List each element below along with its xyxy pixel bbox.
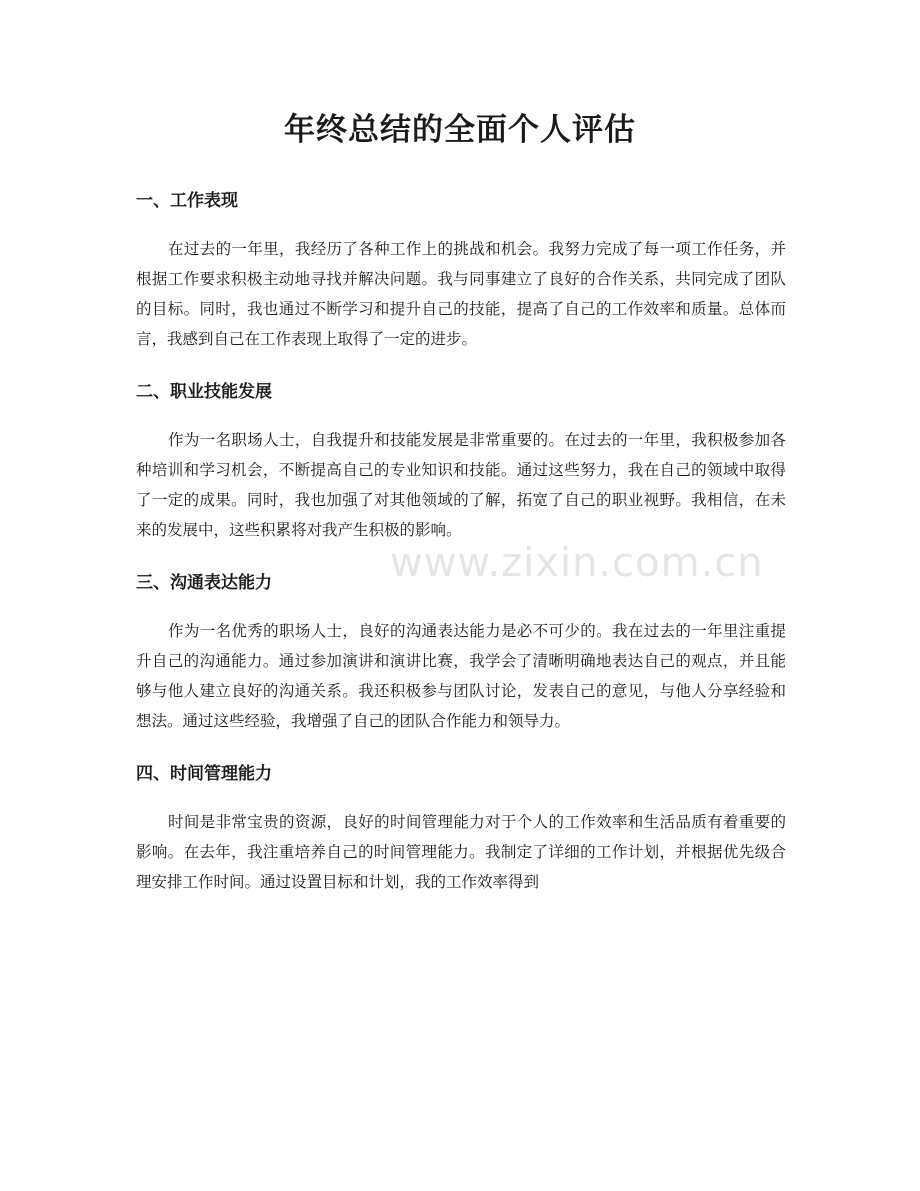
document-body: [136, 185, 786, 897]
section-heading-career-skills: 二、职业技能发展: [136, 382, 272, 402]
watermark: www.zixin.com.cn: [390, 540, 764, 586]
section-heading-communication: 三、沟通表达能力: [136, 573, 272, 593]
section-paragraph-work-performance: 在过去的一年里，我经历了各种工作上的挑战和机会。我努力完成了每一项工作任务，并根据工作要求积极主动地寻找并解决问题。我与同事建立了良好的合作关系，共同完成了团队的目标。同时，我也通过不断学习和提升自己的技能，提高了自己的工作效率和质量。总体而言，我感到自己在工作表现上取得了一定的进步。: [136, 240, 786, 348]
section-heading-time-management: 四、时间管理能力: [136, 764, 272, 784]
section-paragraph-communication: 作为一名优秀的职场人士，良好的沟通表达能力是必不可少的。我在过去的一年里注重提升自己的沟通能力。通过参加演讲和演讲比赛，我学会了清晰明确地表达自己的观点，并且能够与他人建立良好的沟通关系。我还积极参与团队讨论，发表自己的意见，与他人分享经验和想法。通过这些经验，我增强了自己的团队合作能力和领导力。: [136, 622, 786, 730]
section-paragraph-time-management: 时间是非常宝贵的资源，良好的时间管理能力对于个人的工作效率和生活品质有着重要的影响。在去年，我注重培养自己的时间管理能力。我制定了详细的工作计划，并根据优先级合理安排工作时间。通过设置目标和计划，我的工作效率得到: [136, 813, 786, 891]
section-heading-work-performance: 一、工作表现: [136, 191, 238, 211]
page-title: 年终总结的全面个人评估: [284, 112, 636, 148]
section-paragraph-career-skills: 作为一名职场人士，自我提升和技能发展是非常重要的。在过去的一年里，我积极参加各种培训和学习机会，不断提高自己的专业知识和技能。通过这些努力，我在自己的领域中取得了一定的成果。同时，我也加强了对其他领域的了解，拓宽了自己的职业视野。我相信，在未来的发展中，这些积累将对我产生积极的影响。: [136, 431, 786, 539]
